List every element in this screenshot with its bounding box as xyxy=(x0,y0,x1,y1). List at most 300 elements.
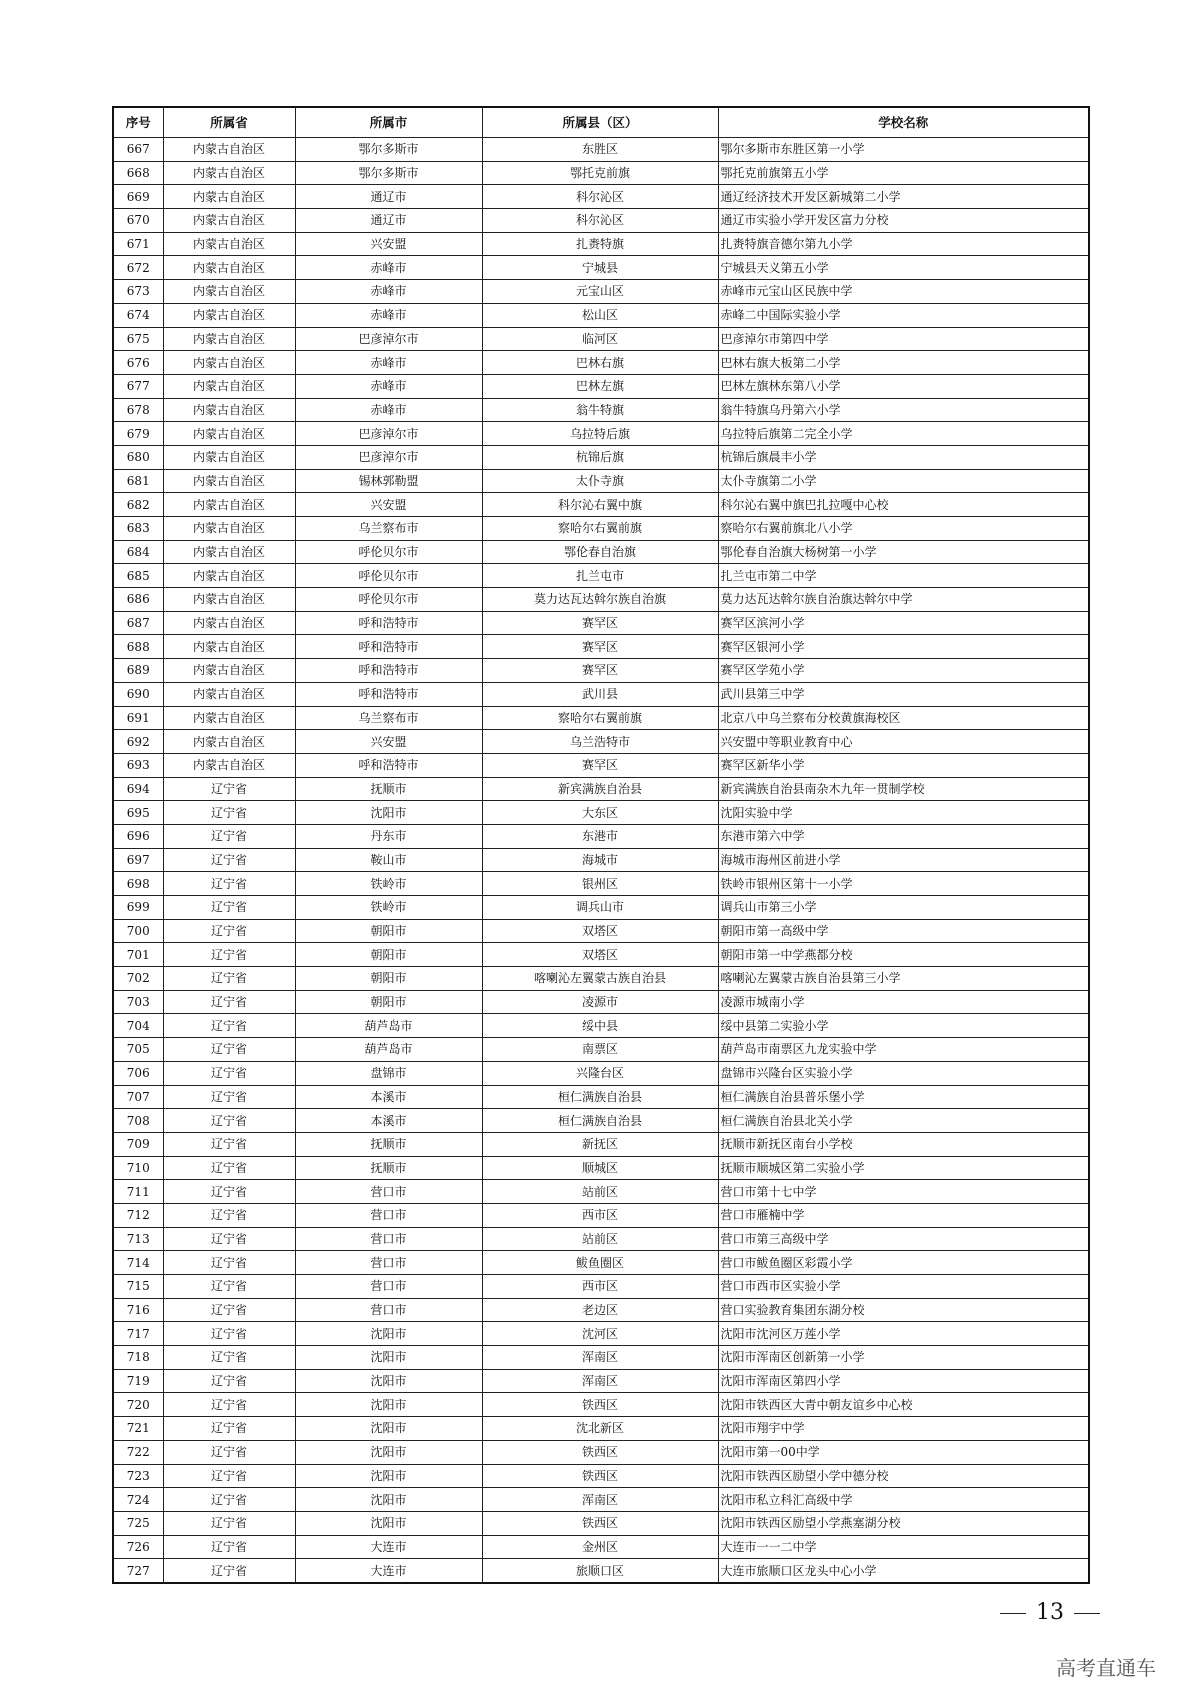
cell-county: 赛罕区 xyxy=(482,659,718,683)
cell-city: 丹东市 xyxy=(295,824,482,848)
cell-county: 浑南区 xyxy=(482,1346,718,1370)
cell-index: 673 xyxy=(113,280,163,304)
cell-county: 东港市 xyxy=(482,824,718,848)
cell-city: 呼和浩特市 xyxy=(295,611,482,635)
cell-county: 扎兰屯市 xyxy=(482,564,718,588)
cell-province: 辽宁省 xyxy=(163,1369,295,1393)
cell-index: 702 xyxy=(113,967,163,991)
cell-city: 锡林郭勒盟 xyxy=(295,469,482,493)
cell-school-name: 海城市海州区前进小学 xyxy=(718,848,1089,872)
cell-county: 桓仁满族自治县 xyxy=(482,1109,718,1133)
cell-county: 科尔沁右翼中旗 xyxy=(482,493,718,517)
cell-index: 720 xyxy=(113,1393,163,1417)
cell-school-name: 凌源市城南小学 xyxy=(718,990,1089,1014)
page-number xyxy=(990,1600,1110,1625)
table-row xyxy=(113,280,1089,304)
header-city: 所属市 xyxy=(295,107,482,138)
cell-school-name: 营口市第三高级中学 xyxy=(718,1227,1089,1251)
cell-province: 内蒙古自治区 xyxy=(163,682,295,706)
cell-city: 沈阳市 xyxy=(295,1369,482,1393)
cell-province: 辽宁省 xyxy=(163,1559,295,1583)
cell-index: 668 xyxy=(113,161,163,185)
cell-county: 沈北新区 xyxy=(482,1417,718,1441)
cell-province: 内蒙古自治区 xyxy=(163,445,295,469)
table-row xyxy=(113,777,1089,801)
cell-province: 内蒙古自治区 xyxy=(163,161,295,185)
cell-province: 辽宁省 xyxy=(163,1203,295,1227)
cell-city: 沈阳市 xyxy=(295,1511,482,1535)
cell-province: 辽宁省 xyxy=(163,1061,295,1085)
table-row xyxy=(113,659,1089,683)
cell-province: 内蒙古自治区 xyxy=(163,588,295,612)
cell-school-name: 喀喇沁左翼蒙古族自治县第三小学 xyxy=(718,967,1089,991)
cell-school-name: 调兵山市第三小学 xyxy=(718,896,1089,920)
table-row xyxy=(113,611,1089,635)
cell-school-name: 赛罕区银河小学 xyxy=(718,635,1089,659)
table-row xyxy=(113,730,1089,754)
cell-city: 朝阳市 xyxy=(295,990,482,1014)
cell-province: 辽宁省 xyxy=(163,1417,295,1441)
cell-index: 669 xyxy=(113,185,163,209)
cell-school-name: 大连市旅顺口区龙头中心小学 xyxy=(718,1559,1089,1583)
cell-index: 722 xyxy=(113,1440,163,1464)
cell-school-name: 鄂伦春自治旗大杨树第一小学 xyxy=(718,540,1089,564)
cell-city: 营口市 xyxy=(295,1298,482,1322)
cell-county: 新抚区 xyxy=(482,1132,718,1156)
cell-city: 兴安盟 xyxy=(295,232,482,256)
cell-province: 内蒙古自治区 xyxy=(163,493,295,517)
cell-county: 浑南区 xyxy=(482,1369,718,1393)
cell-county: 西市区 xyxy=(482,1275,718,1299)
cell-province: 内蒙古自治区 xyxy=(163,232,295,256)
cell-index: 713 xyxy=(113,1227,163,1251)
table-row xyxy=(113,185,1089,209)
cell-index: 716 xyxy=(113,1298,163,1322)
cell-city: 营口市 xyxy=(295,1275,482,1299)
table-row xyxy=(113,398,1089,422)
table-row xyxy=(113,706,1089,730)
cell-index: 687 xyxy=(113,611,163,635)
page-number-dash-right xyxy=(1074,1613,1100,1614)
cell-city: 盘锦市 xyxy=(295,1061,482,1085)
cell-index: 685 xyxy=(113,564,163,588)
cell-county: 金州区 xyxy=(482,1535,718,1559)
cell-county: 海城市 xyxy=(482,848,718,872)
cell-city: 鄂尔多斯市 xyxy=(295,138,482,162)
cell-index: 681 xyxy=(113,469,163,493)
table-row xyxy=(113,635,1089,659)
cell-index: 676 xyxy=(113,351,163,375)
cell-school-name: 兴安盟中等职业教育中心 xyxy=(718,730,1089,754)
cell-county: 赛罕区 xyxy=(482,753,718,777)
cell-county: 喀喇沁左翼蒙古族自治县 xyxy=(482,967,718,991)
table-row xyxy=(113,445,1089,469)
table-row xyxy=(113,896,1089,920)
cell-county: 科尔沁区 xyxy=(482,209,718,233)
cell-city: 抚顺市 xyxy=(295,1132,482,1156)
cell-province: 辽宁省 xyxy=(163,896,295,920)
table-row xyxy=(113,848,1089,872)
cell-province: 辽宁省 xyxy=(163,990,295,1014)
header-province: 所属省 xyxy=(163,107,295,138)
cell-county: 双塔区 xyxy=(482,943,718,967)
cell-province: 辽宁省 xyxy=(163,1038,295,1062)
cell-county: 赛罕区 xyxy=(482,611,718,635)
cell-city: 乌兰察布市 xyxy=(295,706,482,730)
cell-city: 沈阳市 xyxy=(295,1464,482,1488)
cell-county: 赛罕区 xyxy=(482,635,718,659)
cell-school-name: 北京八中乌兰察布分校黄旗海校区 xyxy=(718,706,1089,730)
table-row xyxy=(113,1156,1089,1180)
cell-city: 大连市 xyxy=(295,1535,482,1559)
cell-index: 717 xyxy=(113,1322,163,1346)
table-row xyxy=(113,682,1089,706)
cell-city: 呼和浩特市 xyxy=(295,682,482,706)
cell-county: 老边区 xyxy=(482,1298,718,1322)
cell-index: 686 xyxy=(113,588,163,612)
cell-city: 朝阳市 xyxy=(295,919,482,943)
table-row xyxy=(113,422,1089,446)
table-row xyxy=(113,1511,1089,1535)
table-row xyxy=(113,1417,1089,1441)
cell-county: 站前区 xyxy=(482,1180,718,1204)
cell-city: 铁岭市 xyxy=(295,896,482,920)
cell-city: 沈阳市 xyxy=(295,1322,482,1346)
cell-school-name: 沈阳实验中学 xyxy=(718,801,1089,825)
cell-county: 沈河区 xyxy=(482,1322,718,1346)
cell-index: 708 xyxy=(113,1109,163,1133)
cell-province: 辽宁省 xyxy=(163,1132,295,1156)
cell-school-name: 扎兰屯市第二中学 xyxy=(718,564,1089,588)
table-row xyxy=(113,1346,1089,1370)
cell-school-name: 巴彦淖尔市第四中学 xyxy=(718,327,1089,351)
cell-province: 内蒙古自治区 xyxy=(163,351,295,375)
school-list-table-wrapper xyxy=(112,106,1088,1584)
cell-school-name: 营口市西市区实验小学 xyxy=(718,1275,1089,1299)
cell-county: 元宝山区 xyxy=(482,280,718,304)
table-row xyxy=(113,919,1089,943)
cell-city: 抚顺市 xyxy=(295,1156,482,1180)
table-row xyxy=(113,1488,1089,1512)
header-index: 序号 xyxy=(113,107,163,138)
cell-county: 鄂托克前旗 xyxy=(482,161,718,185)
cell-index: 689 xyxy=(113,659,163,683)
table-row xyxy=(113,801,1089,825)
cell-province: 辽宁省 xyxy=(163,1322,295,1346)
cell-city: 呼伦贝尔市 xyxy=(295,588,482,612)
cell-county: 宁城县 xyxy=(482,256,718,280)
cell-province: 辽宁省 xyxy=(163,1180,295,1204)
cell-city: 沈阳市 xyxy=(295,1393,482,1417)
cell-school-name: 通辽市实验小学开发区富力分校 xyxy=(718,209,1089,233)
cell-province: 辽宁省 xyxy=(163,777,295,801)
cell-school-name: 赤峰二中国际实验小学 xyxy=(718,303,1089,327)
table-row xyxy=(113,232,1089,256)
table-row xyxy=(113,517,1089,541)
cell-school-name: 赛罕区新华小学 xyxy=(718,753,1089,777)
cell-index: 671 xyxy=(113,232,163,256)
cell-index: 677 xyxy=(113,374,163,398)
cell-province: 辽宁省 xyxy=(163,1085,295,1109)
cell-province: 辽宁省 xyxy=(163,1346,295,1370)
cell-province: 辽宁省 xyxy=(163,1440,295,1464)
cell-city: 抚顺市 xyxy=(295,777,482,801)
cell-province: 辽宁省 xyxy=(163,919,295,943)
cell-index: 680 xyxy=(113,445,163,469)
cell-city: 沈阳市 xyxy=(295,1488,482,1512)
cell-province: 内蒙古自治区 xyxy=(163,706,295,730)
cell-county: 莫力达瓦达斡尔族自治旗 xyxy=(482,588,718,612)
cell-province: 内蒙古自治区 xyxy=(163,256,295,280)
cell-province: 辽宁省 xyxy=(163,1488,295,1512)
cell-city: 营口市 xyxy=(295,1180,482,1204)
cell-province: 辽宁省 xyxy=(163,1464,295,1488)
cell-school-name: 翁牛特旗乌丹第六小学 xyxy=(718,398,1089,422)
cell-city: 沈阳市 xyxy=(295,801,482,825)
table-row xyxy=(113,1251,1089,1275)
cell-province: 辽宁省 xyxy=(163,1251,295,1275)
cell-school-name: 沈阳市沈河区万莲小学 xyxy=(718,1322,1089,1346)
table-row xyxy=(113,1085,1089,1109)
cell-city: 沈阳市 xyxy=(295,1346,482,1370)
table-row xyxy=(113,1464,1089,1488)
cell-province: 辽宁省 xyxy=(163,801,295,825)
cell-city: 大连市 xyxy=(295,1559,482,1583)
table-row xyxy=(113,1535,1089,1559)
cell-county: 新宾满族自治县 xyxy=(482,777,718,801)
cell-index: 682 xyxy=(113,493,163,517)
table-body xyxy=(113,138,1089,1583)
page-number-value: 13 xyxy=(1036,1600,1064,1625)
cell-county: 调兵山市 xyxy=(482,896,718,920)
cell-city: 营口市 xyxy=(295,1203,482,1227)
cell-city: 乌兰察布市 xyxy=(295,517,482,541)
cell-school-name: 营口市雁楠中学 xyxy=(718,1203,1089,1227)
table-row xyxy=(113,1014,1089,1038)
cell-index: 691 xyxy=(113,706,163,730)
cell-city: 鄂尔多斯市 xyxy=(295,161,482,185)
table-header-row xyxy=(113,107,1089,138)
cell-index: 718 xyxy=(113,1346,163,1370)
table-row xyxy=(113,1203,1089,1227)
cell-province: 内蒙古自治区 xyxy=(163,398,295,422)
cell-city: 巴彦淖尔市 xyxy=(295,422,482,446)
cell-province: 辽宁省 xyxy=(163,872,295,896)
cell-index: 724 xyxy=(113,1488,163,1512)
cell-school-name: 沈阳市铁西区大青中朝友谊乡中心校 xyxy=(718,1393,1089,1417)
cell-county: 东胜区 xyxy=(482,138,718,162)
cell-county: 顺城区 xyxy=(482,1156,718,1180)
cell-county: 科尔沁区 xyxy=(482,185,718,209)
cell-index: 697 xyxy=(113,848,163,872)
cell-city: 赤峰市 xyxy=(295,256,482,280)
cell-school-name: 大连市一一二中学 xyxy=(718,1535,1089,1559)
cell-city: 赤峰市 xyxy=(295,398,482,422)
cell-index: 699 xyxy=(113,896,163,920)
cell-province: 内蒙古自治区 xyxy=(163,209,295,233)
cell-index: 719 xyxy=(113,1369,163,1393)
cell-city: 赤峰市 xyxy=(295,374,482,398)
cell-city: 赤峰市 xyxy=(295,303,482,327)
cell-county: 桓仁满族自治县 xyxy=(482,1085,718,1109)
cell-school-name: 宁城县天义第五小学 xyxy=(718,256,1089,280)
cell-city: 兴安盟 xyxy=(295,493,482,517)
table-row xyxy=(113,493,1089,517)
cell-index: 672 xyxy=(113,256,163,280)
cell-province: 内蒙古自治区 xyxy=(163,138,295,162)
cell-county: 察哈尔右翼前旗 xyxy=(482,706,718,730)
cell-county: 绥中县 xyxy=(482,1014,718,1038)
cell-school-name: 盘锦市兴隆台区实验小学 xyxy=(718,1061,1089,1085)
cell-city: 营口市 xyxy=(295,1251,482,1275)
cell-school-name: 莫力达瓦达斡尔族自治旗达斡尔中学 xyxy=(718,588,1089,612)
cell-province: 内蒙古自治区 xyxy=(163,564,295,588)
cell-city: 兴安盟 xyxy=(295,730,482,754)
cell-county: 鲅鱼圈区 xyxy=(482,1251,718,1275)
cell-province: 内蒙古自治区 xyxy=(163,611,295,635)
cell-province: 辽宁省 xyxy=(163,943,295,967)
cell-school-name: 赛罕区滨河小学 xyxy=(718,611,1089,635)
cell-index: 683 xyxy=(113,517,163,541)
cell-county: 铁西区 xyxy=(482,1511,718,1535)
cell-school-name: 铁岭市银州区第十一小学 xyxy=(718,872,1089,896)
cell-school-name: 营口市鲅鱼圈区彩霞小学 xyxy=(718,1251,1089,1275)
cell-city: 通辽市 xyxy=(295,209,482,233)
cell-city: 本溪市 xyxy=(295,1085,482,1109)
cell-school-name: 鄂尔多斯市东胜区第一小学 xyxy=(718,138,1089,162)
table-row xyxy=(113,588,1089,612)
table-row xyxy=(113,1393,1089,1417)
cell-school-name: 抚顺市新抚区南台小学校 xyxy=(718,1132,1089,1156)
cell-city: 铁岭市 xyxy=(295,872,482,896)
cell-school-name: 抚顺市顺城区第二实验小学 xyxy=(718,1156,1089,1180)
table-row xyxy=(113,351,1089,375)
cell-province: 内蒙古自治区 xyxy=(163,280,295,304)
cell-county: 西市区 xyxy=(482,1203,718,1227)
table-row xyxy=(113,209,1089,233)
cell-city: 呼和浩特市 xyxy=(295,659,482,683)
cell-index: 712 xyxy=(113,1203,163,1227)
cell-province: 辽宁省 xyxy=(163,848,295,872)
table-row xyxy=(113,1180,1089,1204)
cell-index: 727 xyxy=(113,1559,163,1583)
cell-province: 内蒙古自治区 xyxy=(163,422,295,446)
cell-province: 辽宁省 xyxy=(163,1298,295,1322)
header-county: 所属县（区） xyxy=(482,107,718,138)
table-row xyxy=(113,943,1089,967)
cell-school-name: 赤峰市元宝山区民族中学 xyxy=(718,280,1089,304)
table-row xyxy=(113,1298,1089,1322)
cell-province: 辽宁省 xyxy=(163,1535,295,1559)
cell-province: 辽宁省 xyxy=(163,824,295,848)
cell-index: 704 xyxy=(113,1014,163,1038)
table-row xyxy=(113,374,1089,398)
cell-index: 706 xyxy=(113,1061,163,1085)
cell-province: 内蒙古自治区 xyxy=(163,753,295,777)
school-list-table xyxy=(112,106,1090,1584)
table-row xyxy=(113,1440,1089,1464)
cell-index: 693 xyxy=(113,753,163,777)
cell-city: 巴彦淖尔市 xyxy=(295,327,482,351)
cell-index: 696 xyxy=(113,824,163,848)
cell-index: 675 xyxy=(113,327,163,351)
cell-school-name: 赛罕区学苑小学 xyxy=(718,659,1089,683)
cell-city: 呼和浩特市 xyxy=(295,635,482,659)
cell-province: 内蒙古自治区 xyxy=(163,635,295,659)
cell-index: 709 xyxy=(113,1132,163,1156)
cell-school-name: 沈阳市翔宇中学 xyxy=(718,1417,1089,1441)
table-row xyxy=(113,469,1089,493)
table-row xyxy=(113,303,1089,327)
table-row xyxy=(113,1322,1089,1346)
cell-index: 674 xyxy=(113,303,163,327)
cell-province: 辽宁省 xyxy=(163,1275,295,1299)
cell-index: 723 xyxy=(113,1464,163,1488)
cell-county: 武川县 xyxy=(482,682,718,706)
cell-city: 朝阳市 xyxy=(295,967,482,991)
cell-province: 内蒙古自治区 xyxy=(163,374,295,398)
table-row xyxy=(113,967,1089,991)
cell-province: 辽宁省 xyxy=(163,1109,295,1133)
table-row xyxy=(113,824,1089,848)
cell-school-name: 沈阳市铁西区励望小学中德分校 xyxy=(718,1464,1089,1488)
cell-school-name: 沈阳市铁西区励望小学燕塞湖分校 xyxy=(718,1511,1089,1535)
cell-school-name: 朝阳市第一中学燕都分校 xyxy=(718,943,1089,967)
cell-county: 太仆寺旗 xyxy=(482,469,718,493)
page-number-dash-left xyxy=(1000,1613,1026,1614)
table-row xyxy=(113,540,1089,564)
cell-province: 内蒙古自治区 xyxy=(163,517,295,541)
cell-index: 726 xyxy=(113,1535,163,1559)
cell-province: 辽宁省 xyxy=(163,1014,295,1038)
cell-school-name: 东港市第六中学 xyxy=(718,824,1089,848)
cell-index: 684 xyxy=(113,540,163,564)
table-row xyxy=(113,1038,1089,1062)
cell-index: 715 xyxy=(113,1275,163,1299)
cell-city: 巴彦淖尔市 xyxy=(295,445,482,469)
cell-school-name: 朝阳市第一高级中学 xyxy=(718,919,1089,943)
cell-province: 内蒙古自治区 xyxy=(163,303,295,327)
cell-city: 呼伦贝尔市 xyxy=(295,564,482,588)
cell-index: 690 xyxy=(113,682,163,706)
cell-index: 714 xyxy=(113,1251,163,1275)
cell-school-name: 科尔沁右翼中旗巴扎拉嘎中心校 xyxy=(718,493,1089,517)
cell-city: 呼伦贝尔市 xyxy=(295,540,482,564)
cell-city: 呼和浩特市 xyxy=(295,753,482,777)
cell-province: 辽宁省 xyxy=(163,967,295,991)
table-row xyxy=(113,256,1089,280)
cell-county: 乌兰浩特市 xyxy=(482,730,718,754)
table-row xyxy=(113,1369,1089,1393)
cell-school-name: 巴林左旗林东第八小学 xyxy=(718,374,1089,398)
cell-index: 692 xyxy=(113,730,163,754)
cell-school-name: 察哈尔右翼前旗北八小学 xyxy=(718,517,1089,541)
cell-county: 双塔区 xyxy=(482,919,718,943)
cell-province: 内蒙古自治区 xyxy=(163,469,295,493)
cell-city: 通辽市 xyxy=(295,185,482,209)
cell-province: 辽宁省 xyxy=(163,1227,295,1251)
cell-index: 695 xyxy=(113,801,163,825)
cell-index: 705 xyxy=(113,1038,163,1062)
cell-index: 721 xyxy=(113,1417,163,1441)
cell-index: 711 xyxy=(113,1180,163,1204)
cell-school-name: 营口实验教育集团东湖分校 xyxy=(718,1298,1089,1322)
cell-province: 辽宁省 xyxy=(163,1393,295,1417)
table-row xyxy=(113,1275,1089,1299)
cell-city: 赤峰市 xyxy=(295,351,482,375)
cell-school-name: 扎赉特旗音德尔第九小学 xyxy=(718,232,1089,256)
cell-province: 辽宁省 xyxy=(163,1511,295,1535)
